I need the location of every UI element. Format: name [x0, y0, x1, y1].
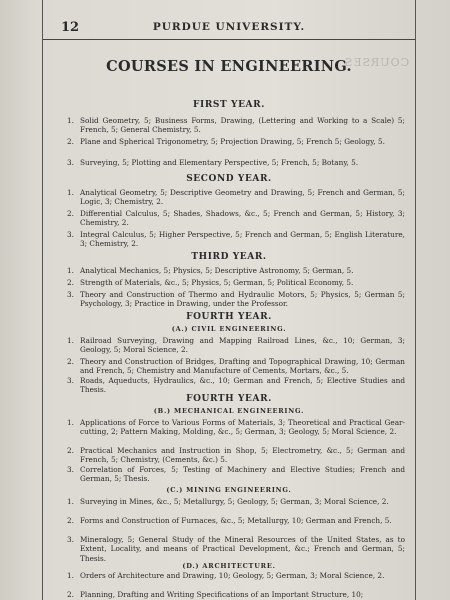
list-item: 1. Surveying in Mines, &c., 5; Metallurgy, 5; Geology, 5; German, 3; Moral Science, 2.: [67, 497, 389, 506]
running-header: [43, 13, 415, 40]
bleed-through-text: COURSES: [344, 56, 410, 69]
list-item: 1. Analytical Mechanics, 5; Physics, 5; Descriptive Astronomy, 5; German, 5.: [67, 266, 354, 275]
subheading-mechanical-engineering: (B.) MECHANICAL ENGINEERING.: [153, 407, 305, 415]
list-item: 3. Integral Calculus, 5; Higher Perspective, 5; French and German, 5; English Literature, 3; Chemistry, 2.: [67, 230, 405, 249]
list-item: 1. Analytical Geometry, 5; Descriptive Geometry and Drawing, 5; French and German, 5; Logic, 3; Chemistry, 2.: [67, 188, 405, 207]
list-item: 3. Correlation of Forces, 5; Testing of Machinery and Elective Studies; French and German, 5; Thesis.: [67, 465, 405, 484]
list-item: 2. Differential Calculus, 5; Shades, Shadows, &c., 5; French and German, 5; History, 3; Chemistry, 2.: [67, 209, 405, 228]
list-item: 2. Plane and Spherical Trigonometry, 5; Projection Drawing, 5; French 5; Geology, 5.: [67, 137, 385, 146]
list-item: 3. Theory and Construction of Thermo and Hydraulic Motors, 5; Physics, 5; German 5; Psychology, 3; Practice in Drawing, under the Professor.: [67, 290, 405, 309]
page-number: 12: [61, 20, 80, 35]
list-item: 3. Mineralogy, 5; General Study of the Mineral Resources of the United States, as to Extent, Locality, and means of Practical Development, &c.; French and German, 5; Thesis.: [67, 535, 405, 563]
list-item: 1. Applications of Force to Various Forms of Materials, 3; Theoretical and Practical Gear-cutting, 2; Pattern Making, Molding, &c., 5; German, 3; Geology, 5; Moral Science, 2.: [67, 418, 405, 437]
list-item: 1. Railroad Surveying, Drawing and Mapping Railroad Lines, &c., 10; German, 3; Geology, 5; Moral Science, 2.: [67, 336, 405, 355]
list-item: 1. Solid Geometry, 5; Business Forms, Drawing, (Lettering and Working to a Scale) 5; French, 5; General Chemistry, 5.: [67, 116, 405, 135]
document-page: [42, 0, 416, 600]
list-item: 2. Theory and Construction of Bridges, Drafting and Topographical Drawing, 10; German and French, 5; Chemistry and Manufacture of Cements, Mortars, &c., 5.: [67, 357, 405, 376]
section-heading-third-year: THIRD YEAR.: [191, 252, 267, 262]
section-heading-second-year: SECOND YEAR.: [186, 174, 272, 184]
subheading-mining-engineering: (C.) MINING ENGINEERING.: [166, 486, 292, 494]
page-title: COURSES IN ENGINEERING.: [106, 58, 352, 75]
list-item: 2. Strength of Materials, &c., 5; Physics, 5; German, 5; Political Economy, 5.: [67, 278, 354, 287]
running-head-title: PURDUE UNIVERSITY.: [152, 21, 306, 33]
list-item: 3. Surveying, 5; Plotting and Elementary Perspective, 5; French, 5; Botany, 5.: [67, 158, 359, 167]
section-heading-fourth-year-civil: FOURTH YEAR.: [186, 312, 272, 322]
subheading-architecture: (D.) ARCHITECTURE.: [182, 562, 276, 570]
subheading-civil-engineering: (A.) CIVIL ENGINEERING.: [171, 325, 287, 333]
list-item: 2. Planning, Drafting and Writing Specifications of an Important Structure, 10;: [67, 590, 364, 599]
list-item: 3. Roads, Aqueducts, Hydraulics, &c., 10; German and French, 5; Elective Studies and Thesis.: [67, 376, 405, 395]
list-item: 1. Orders of Architecture and Drawing, 10; Geology, 5; German, 3; Moral Science, 2.: [67, 571, 385, 580]
section-heading-fourth-year-mechanical: FOURTH YEAR.: [186, 394, 272, 404]
list-item: 2. Forms and Construction of Furnaces, &c., 5; Metallurgy, 10; German and French, 5.: [67, 516, 392, 525]
section-heading-first-year: FIRST YEAR.: [193, 100, 265, 110]
list-item: 2. Practical Mechanics and Instruction in Shop, 5; Electrometry, &c., 5; German and French, 5; Chemistry, (Cements, &c.) 5.: [67, 446, 405, 465]
